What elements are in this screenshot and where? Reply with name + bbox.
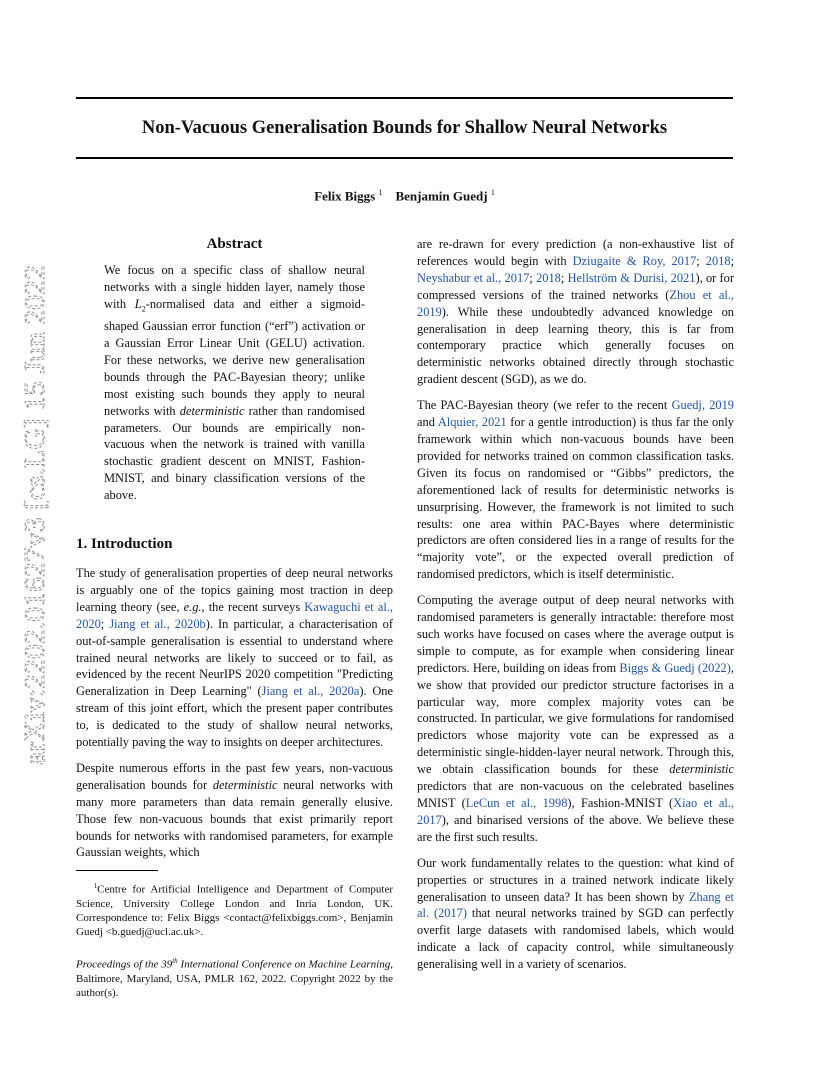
- citation-link[interactable]: Kawaguchi et al., 2020: [76, 599, 393, 631]
- author-name: Felix Biggs: [314, 188, 376, 204]
- left-column: [76, 236, 393, 1000]
- text-part: Despite numerous efforts in the past few years, non-vacuous generalisation bounds for: [76, 760, 393, 792]
- right-paragraph-1: [417, 236, 734, 388]
- title-bottom-rule: [76, 157, 733, 159]
- right-column: [417, 236, 734, 982]
- proceedings-text: International Conference on Machine Learning: [177, 958, 391, 971]
- abstract-emphasis: deterministic: [179, 403, 245, 418]
- text-part: and: [417, 415, 438, 430]
- affiliation-footnote: [76, 879, 393, 939]
- intro-paragraph-2: [76, 760, 393, 861]
- abstract-text: [76, 262, 393, 504]
- text-part: ). One stream of this joint effort, which the present paper contributes to, is dedicated to the study of shallow neural networks, potentially paving the way to insights on deeper architectures.: [76, 684, 393, 750]
- citation-link[interactable]: Dziugaite & Roy, 2017: [572, 253, 697, 268]
- section-heading-introduction: 1. Introduction: [76, 536, 173, 553]
- footnote-rule: [76, 870, 158, 871]
- abstract-text-part: -normalised data and either a sigmoid-shaped Gaussian error function (“erf”) activation or a Gaussian Error Linear Unit (GELU) activation. For these networks, we derive new generalisation bounds through the PAC-Bayesian theory; unlike most existing such bounds they apply to neural networks with: [104, 296, 365, 418]
- proceedings-text: , Baltimore, Maryland, USA, PMLR 162, 2022. Copyright 2022 by the author(s).: [76, 958, 393, 999]
- arxiv-identifier-stamp: [10, 258, 54, 772]
- emphasis: e.g.: [183, 599, 202, 614]
- abstract-text-part: rather than randomised parameters. Our bounds are empirically non-vacuous when the network is trained with vanilla stochastic gradient descent on MNIST, Fashion-MNIST, and binary classification versions of the above.: [104, 403, 365, 503]
- text-part: ;: [560, 270, 568, 285]
- text-part: ;: [730, 253, 735, 268]
- emphasis: deterministic: [669, 762, 734, 777]
- author-list: [76, 188, 733, 204]
- footnote-text: Centre for Artificial Intelligence and Department of Computer Science, University College London and Inria London, UK. Correspondence to: Felix Biggs <contact@felixbiggs.com>, Benjamin Guedj <b.guedj@ucl.ac.uk>.: [76, 884, 393, 939]
- citation-link[interactable]: Jiang et al., 2020a: [261, 684, 360, 699]
- text-part: , we show that provided our predictor structure factorises in a particular way, more complex majority votes can be constructed. In particular, we give formulations for randomised predictors whose majority vote can be expressed as a deterministic single-hidden-layer neural network. Through this, we obtain classification bounds for these: [417, 660, 734, 777]
- text-part: , the recent surveys: [201, 599, 305, 614]
- text-part: neural networks with many more parameters than data remain generally elusive. Those few non-vacuous bounds that exist primarily report bounds for networks with randomised parameters, for example Gaussian weights, which: [76, 777, 393, 860]
- title-top-rule: [76, 97, 733, 99]
- footnote-mark: 1: [93, 882, 98, 891]
- text-part: ;: [100, 616, 110, 631]
- emphasis: deterministic: [212, 777, 278, 792]
- text-part: predictors that are non-vacuous on the celebrated baselines MNIST (: [417, 779, 734, 810]
- right-paragraph-3: [417, 592, 734, 846]
- citation-link[interactable]: Hellström & Durisi, 2021: [567, 270, 696, 285]
- author-affiliation-mark: 1: [490, 188, 495, 197]
- right-paragraph-4: [417, 855, 734, 973]
- text-part: ;: [529, 270, 537, 285]
- citation-link[interactable]: Xiao et al., 2017: [417, 796, 734, 827]
- text-part: ), Fashion-MNIST (: [567, 796, 674, 810]
- text-part: are re-drawn for every prediction (a non-exhaustive list of references would begin with: [417, 237, 734, 268]
- text-part: Our work fundamentally relates to the question: what kind of properties or structures in a trained network indicate likely generalisation to unseen data? It has been shown by: [417, 855, 734, 904]
- text-part: The PAC-Bayesian theory (we refer to the recent: [417, 398, 672, 413]
- abstract-text-part: We focus on a specific class of shallow neural networks with a single hidden layer, namely those with: [104, 262, 365, 311]
- math-symbol: L: [134, 296, 142, 311]
- citation-link[interactable]: Zhou et al., 2019: [417, 287, 734, 319]
- paper-title: Non-Vacuous Generalisation Bounds for Shallow Neural Networks: [141, 118, 668, 138]
- math-subscript: 2: [141, 304, 146, 314]
- citation-link[interactable]: 2018: [536, 270, 561, 285]
- citation-link[interactable]: 2018: [705, 253, 731, 268]
- citation-link[interactable]: Zhang et al. (2017): [417, 889, 734, 921]
- citation-link[interactable]: Biggs & Guedj (2022): [619, 660, 731, 675]
- citation-link[interactable]: Jiang et al., 2020b: [109, 616, 206, 631]
- text-part: ). In particular, a characterisation of out-of-sample generalisation is essential to understand where trained neural networks are likely to succeed or to fail, as evidenced by the recent NeurIPS 2020 competition "Predicting Generalization in Deep Learning" (: [76, 616, 393, 699]
- text-part: that neural networks trained by SGD can perfectly overfit large datasets with randomised labels, which would indicate a lack of capacity control, while simultaneously generalising well in a variety of scenarios.: [417, 906, 735, 972]
- text-part: for a gentle introduction) is thus far the only framework within which non-vacuous bounds have been provided for networks trained on common classification tasks. Given its focus on randomised or “Gibbs” predictors, the aforementioned lack of results for deterministic networks is unsurprising. However, the framework is not limited to such results: one area within PAC-Bayes where deterministic predictors are often considered lies in a range of results for the “majority vote”, or the expected overall prediction of randomised predictors, which is itself deterministic.: [417, 415, 734, 582]
- proceedings-note: [76, 953, 393, 1000]
- citation-link[interactable]: LeCun et al., 1998: [465, 796, 568, 810]
- text-part: ). While these undoubtedly advanced knowledge on generalisation in deep learning theory, this is far from contemporary practice which generally focuses on deterministic networks obtained directly through stochastic gradient descent (SGD), as we do.: [417, 304, 734, 387]
- proceedings-superscript: th: [172, 957, 178, 966]
- text-part: Computing the average output of deep neural networks with randomised parameters is generally intractable: therefore most such works have focused on cases where the average output is simple to compute, as for example when considering linear predictors. Here, building on ideas from: [417, 593, 734, 675]
- citation-link[interactable]: Neyshabur et al., 2017: [417, 270, 530, 285]
- arxiv-stamp-text: arXiv:2202.01627v3 [cs.LG] 15 Jun 2022: [19, 278, 51, 765]
- abstract-heading: Abstract: [206, 236, 263, 252]
- author-name: Benjamin Guedj: [395, 188, 488, 204]
- text-part: ;: [696, 253, 706, 268]
- citation-link[interactable]: Guedj, 2019: [671, 398, 734, 413]
- author-affiliation-mark: 1: [378, 188, 383, 197]
- proceedings-text: Proceedings of the 39: [76, 958, 173, 971]
- text-part: The study of generalisation properties of deep neural networks is arguably one of the topics gaining most traction in deep learning theory (see,: [76, 565, 393, 614]
- text-part: ), or for compressed versions of the trained networks (: [417, 270, 734, 302]
- text-part: ), and binarised versions of the above. We believe these are the first such results.: [417, 812, 734, 844]
- citation-link[interactable]: Alquier, 2021: [437, 415, 507, 430]
- right-paragraph-2: [417, 397, 734, 583]
- intro-paragraph-1: [76, 565, 393, 751]
